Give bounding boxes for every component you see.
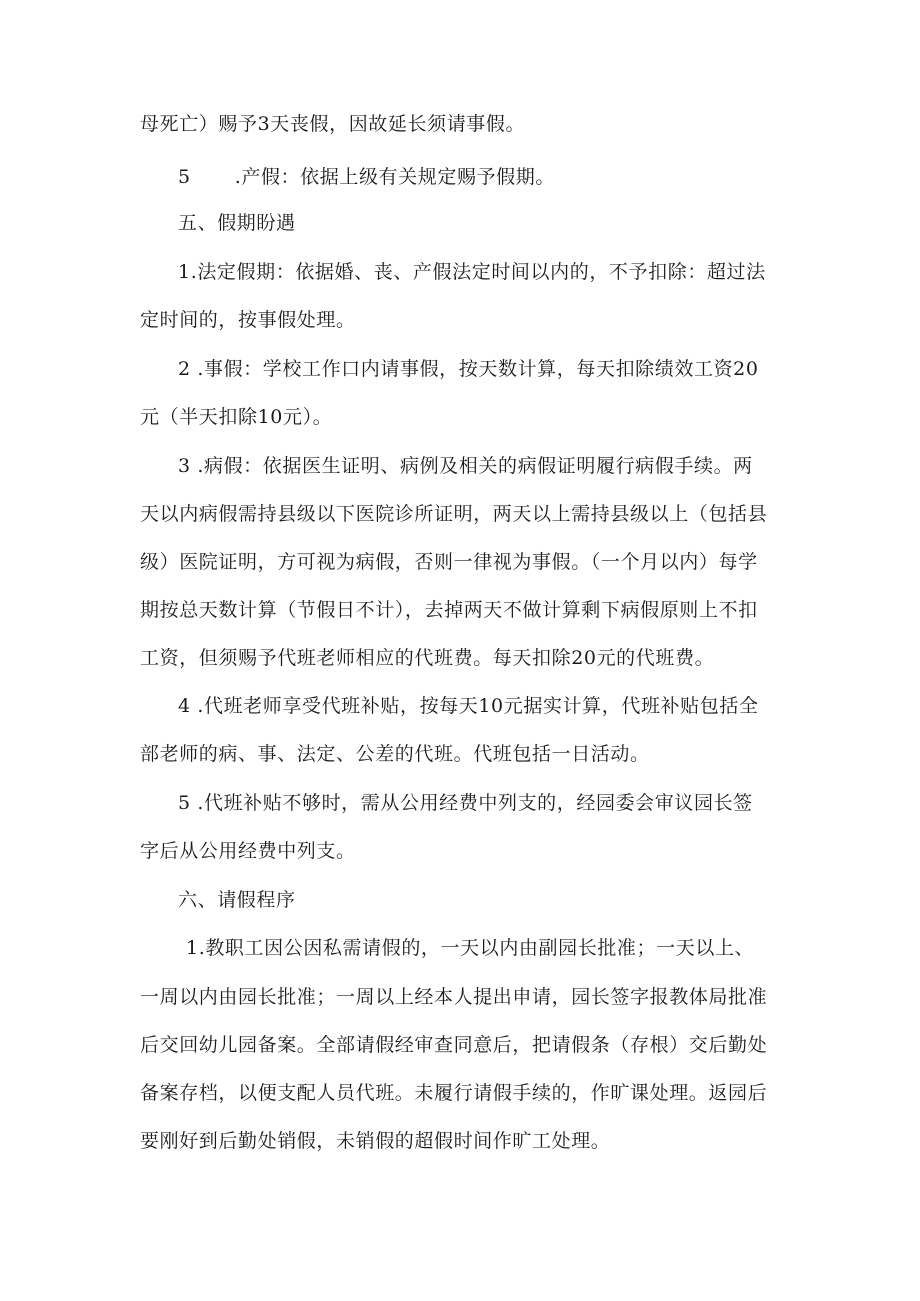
text-line: 1.法定假期：依据婚、丧、产假法定时间以内的，不予扣除：超过法 xyxy=(178,261,766,283)
text-line: 部老师的病、事、法定、公差的代班。代班包括一日活动。 xyxy=(140,743,650,765)
text-line: 后交回幼儿园备案。全部请假经审查同意后，把请假条（存根）交后勤处 xyxy=(140,1034,768,1056)
text-line: 元（半天扣除10元）。 xyxy=(140,406,333,428)
text-line: 2 .事假：学校工作口内请事假，按天数计算，每天扣除绩效工资20 xyxy=(178,358,759,380)
text-line: 定时间的，按事假处理。 xyxy=(140,309,356,331)
text-line: 5 .代班补贴不够时，需从公用经费中列支的，经园委会审议园长签 xyxy=(178,792,753,814)
section-heading-5: 五、假期盼遇 xyxy=(178,212,296,234)
text-line: 一周以内由园长批准；一周以上经本人提出申请，园长签字报教体局批准 xyxy=(140,986,768,1008)
text-line: 级）医院证明，方可视为病假，否则一律视为事假。（一个月以内）每学 xyxy=(140,551,758,573)
text-line: 4 .代班老师享受代班补贴，按每天10元据实计算，代班补贴包括全 xyxy=(178,695,759,717)
text-line: 1.教职工因公因私需请假的，一天以内由副园长批准；一天以上、 xyxy=(186,937,755,959)
text-line: 要刚好到后勤处销假，未销假的超假时间作旷工处理。 xyxy=(140,1130,611,1152)
text-line: 天以内病假需持县级以下医院诊所证明，两天以上需持县级以上（包括县 xyxy=(140,503,768,525)
text-line: 工资，但须赐予代班老师相应的代班费。每天扣除20元的代班费。 xyxy=(140,647,715,669)
text-line: 母死亡）赐予3天丧假，因故延长须请事假。 xyxy=(140,113,526,135)
text-line: 备案存档，以便支配人员代班。未履行请假手续的，作旷课处理。返园后 xyxy=(140,1082,768,1104)
text-line: 期按总天数计算（节假日不计），去掉两天不做计算剩下病假原则上不扣 xyxy=(140,599,758,621)
list-number: 5 xyxy=(178,166,191,188)
list-item-maternity xyxy=(178,162,555,192)
list-text: .产假：依据上级有关规定赐予假期。 xyxy=(234,166,555,188)
section-heading-6: 六、请假程序 xyxy=(178,889,296,911)
text-line: 3 .病假：依据医生证明、病例及相关的病假证明履行病假手续。两 xyxy=(178,455,753,477)
text-line: 字后从公用经费中列支。 xyxy=(140,840,356,862)
